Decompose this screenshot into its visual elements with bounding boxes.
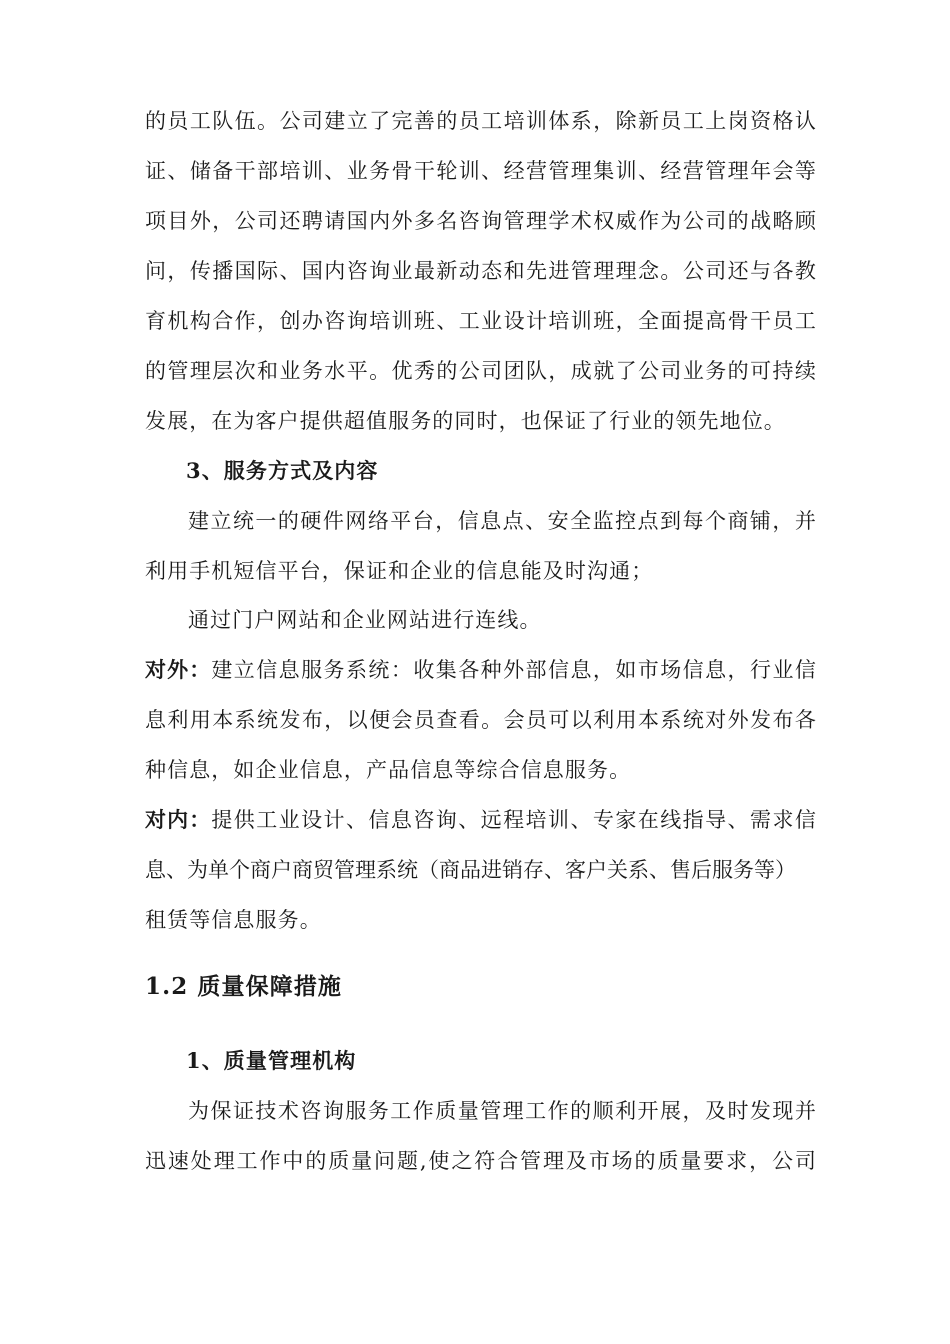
internal-label: 对内：	[145, 807, 212, 832]
external-service-line	[145, 655, 817, 685]
paragraph-line: 种信息，如企业信息，产品信息等综合信息服务。	[145, 758, 632, 782]
paragraph-line: 迅速处理工作中的质量问题,使之符合管理及市场的质量要求，公司	[145, 1149, 817, 1173]
paragraph-line: 息、为单个商户商贸管理系统（商品进销存、客户关系、售后服务等）	[145, 858, 796, 882]
section-title: 1、质量管理机构	[186, 1048, 357, 1073]
paragraph-line: 项目外，公司还聘请国内外多名咨询管理学术权威作为公司的战略顾	[145, 209, 817, 233]
paragraph-line: 提供工业设计、信息咨询、远程培训、专家在线指导、需求信	[211, 808, 817, 832]
paragraph-line: 问，传播国际、国内咨询业最新动态和先进管理理念。公司还与各教	[145, 259, 817, 283]
paragraph-line: 发展，在为客户提供超值服务的同时，也保证了行业的领先地位。	[145, 409, 786, 433]
paragraph-line: 租赁等信息服务。	[145, 908, 322, 932]
paragraph-line: 通过门户网站和企业网站进行连线。	[188, 608, 542, 632]
paragraph-line: 建立信息服务系统：收集各种外部信息，如市场信息，行业信	[211, 658, 817, 682]
paragraph-line: 育机构合作，创办咨询培训班、工业设计培训班，全面提高骨干员工	[145, 309, 817, 333]
paragraph-line: 建立统一的硬件网络平台，信息点、安全监控点到每个商铺，并	[188, 509, 817, 533]
paragraph-line: 的员工队伍。公司建立了完善的员工培训体系，除新员工上岗资格认	[145, 109, 817, 133]
paragraph-line: 利用手机短信平台，保证和企业的信息能及时沟通；	[145, 559, 654, 583]
paragraph-line: 的管理层次和业务水平。优秀的公司团队，成就了公司业务的可持续	[145, 359, 817, 383]
section-heading: 1.2 质量保障措施	[145, 973, 343, 1000]
section-title: 3、服务方式及内容	[186, 458, 379, 483]
external-label: 对外：	[145, 657, 212, 682]
paragraph-line: 息利用本系统发布，以便会员查看。会员可以利用本系统对外发布各	[145, 708, 817, 732]
paragraph-line: 为保证技术咨询服务工作质量管理工作的顺利开展，及时发现并	[188, 1099, 817, 1123]
internal-service-line	[145, 805, 817, 835]
paragraph-line: 证、储备干部培训、业务骨干轮训、经营管理集训、经营管理年会等	[145, 159, 817, 183]
